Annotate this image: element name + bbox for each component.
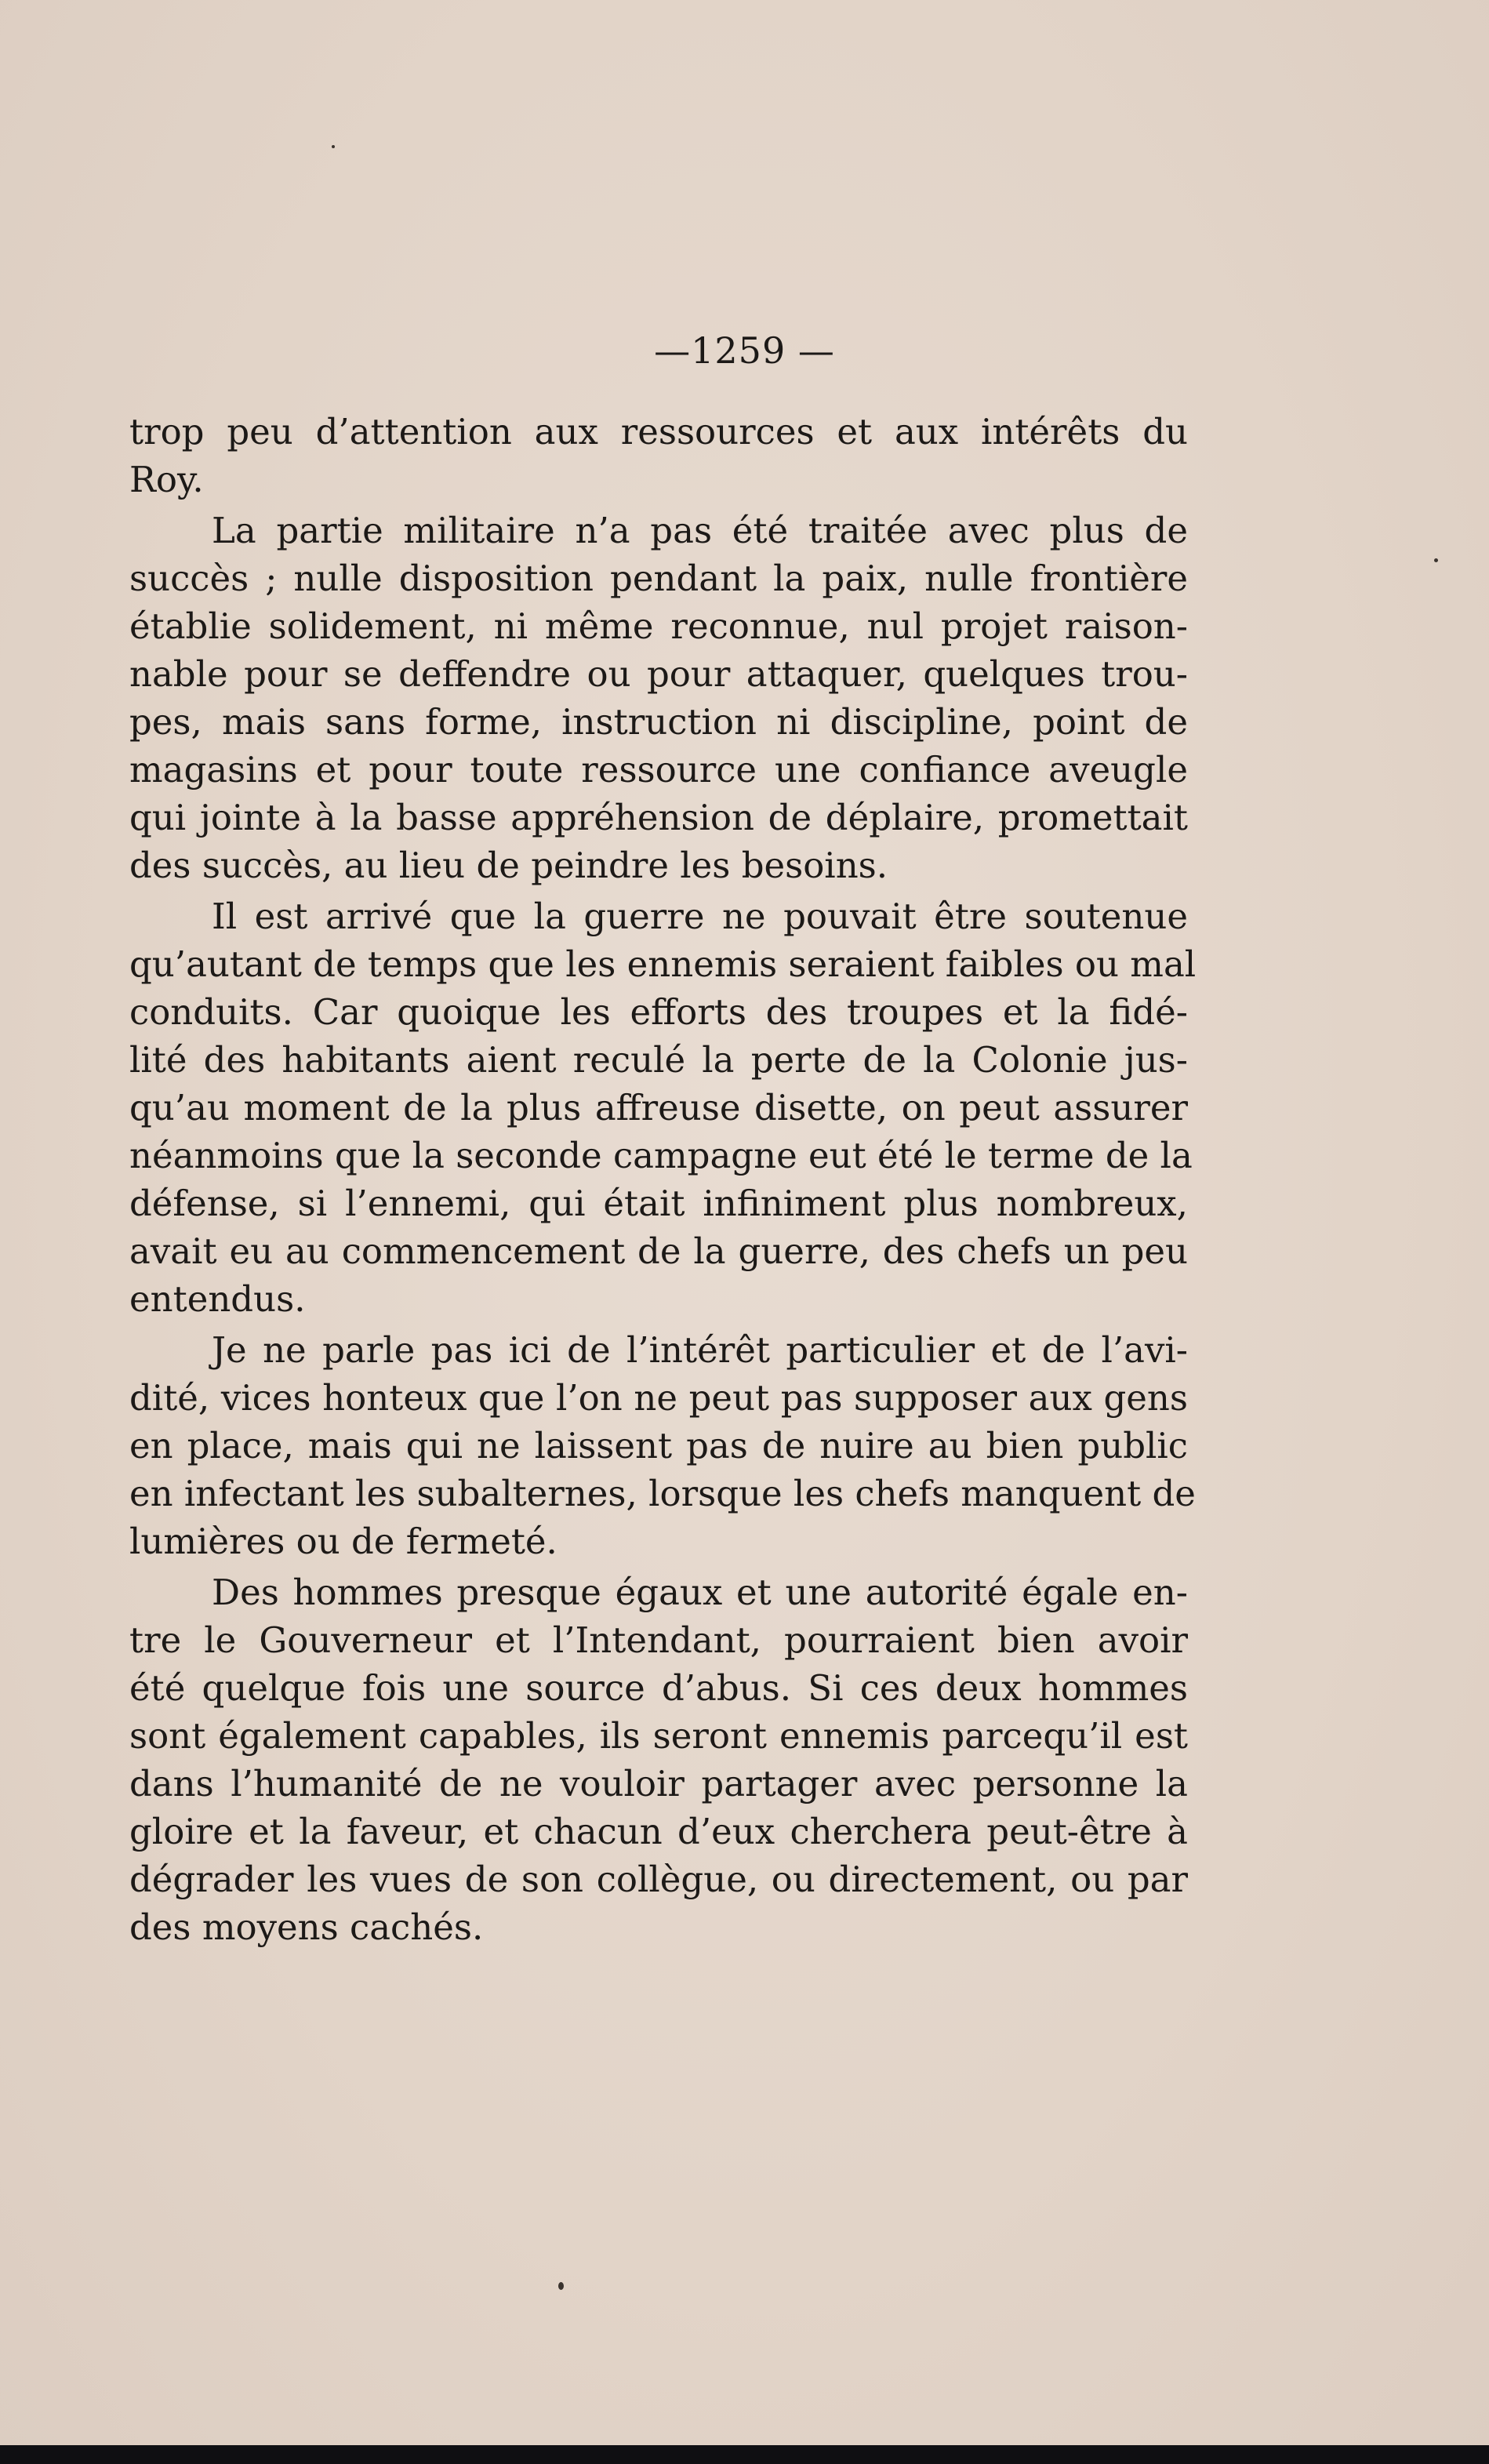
text-line: conduits. Car quoique les efforts des troupes et la fidé- — [129, 991, 1188, 1033]
text-line: dité, vices honteux que l’on ne peut pas supposer aux gens — [129, 1377, 1188, 1419]
text-line: lité des habitants aient reculé la perte de la Colonie jus- — [129, 1039, 1188, 1081]
text-line: dans l’humanité de ne vouloir partager avec personne la — [129, 1763, 1188, 1804]
text-line: qu’autant de temps que les ennemis seraient faibles ou mal — [129, 943, 1197, 985]
text-line: des moyens cachés. — [129, 1906, 484, 1948]
text-line: La partie militaire n’a pas été traitée avec plus de — [212, 510, 1188, 551]
text-line: en place, mais qui ne laissent pas de nuire au bien public — [129, 1425, 1188, 1466]
text-line: magasins et pour toute ressource une confiance aveugle — [129, 749, 1188, 790]
paragraph-3 — [129, 892, 1197, 1323]
text-line: tre le Gouverneur et l’Intendant, pourraient bien avoir — [129, 1619, 1188, 1661]
paper-speck — [1434, 558, 1438, 562]
text-line: néanmoins que la seconde campagne eut été le terme de la — [129, 1135, 1193, 1176]
text-line: défense, si l’ennemi, qui était infiniment plus nombreux, — [129, 1183, 1188, 1224]
text-line: établie solidement, ni même reconnue, nul projet raison- — [129, 605, 1188, 647]
paragraph-2 — [129, 507, 1188, 889]
text-line: en infectant les subalternes, lorsque les chefs manquent de — [129, 1473, 1196, 1514]
text-line: avait eu au commencement de la guerre, des chefs un peu — [129, 1230, 1188, 1272]
text-line: trop peu d’attention aux ressources et aux intérêts du — [129, 411, 1188, 452]
paragraph-5 — [129, 1568, 1188, 1951]
text-line: été quelque fois une source d’abus. Si ces deux hommes — [129, 1667, 1188, 1709]
text-line: succès ; nulle disposition pendant la paix, nulle frontière — [129, 558, 1188, 599]
text-line: nable pour se deffendre ou pour attaquer, quelques trou- — [129, 653, 1188, 695]
text-line: qu’au moment de la plus affreuse disette, on peut assurer — [129, 1087, 1188, 1128]
text-line: sont également capables, ils seront ennemis parcequ’il est — [129, 1715, 1188, 1757]
text-line: Des hommes presque égaux et une autorité égale en- — [212, 1572, 1188, 1613]
text-line: Roy. — [129, 459, 204, 500]
text-line: Il est arrivé que la guerre ne pouvait être soutenue — [212, 896, 1188, 937]
text-line: dégrader les vues de son collègue, ou directement, ou par — [129, 1859, 1188, 1900]
page-number: —1259 — — [654, 329, 835, 372]
paragraph-4 — [129, 1326, 1196, 1565]
text-line: pes, mais sans forme, instruction ni discipline, point de — [129, 701, 1188, 743]
text-line: entendus. — [129, 1278, 306, 1320]
scan-edge — [0, 2445, 1489, 2464]
text-line: Je ne parle pas ici de l’intérêt particulier et de l’avi- — [212, 1329, 1188, 1371]
body-text — [129, 408, 1197, 1954]
text-line: qui jointe à la basse appréhension de déplaire, promettait — [129, 797, 1188, 838]
text-line: des succès, au lieu de peindre les besoins. — [129, 845, 888, 886]
text-line: gloire et la faveur, et chacun d’eux cherchera peut-être à — [129, 1811, 1188, 1852]
paragraph-1 — [129, 408, 1188, 503]
paper-speck — [558, 2282, 564, 2290]
text-line: lumières ou de fermeté. — [129, 1521, 557, 1562]
paper-speck — [332, 145, 335, 148]
